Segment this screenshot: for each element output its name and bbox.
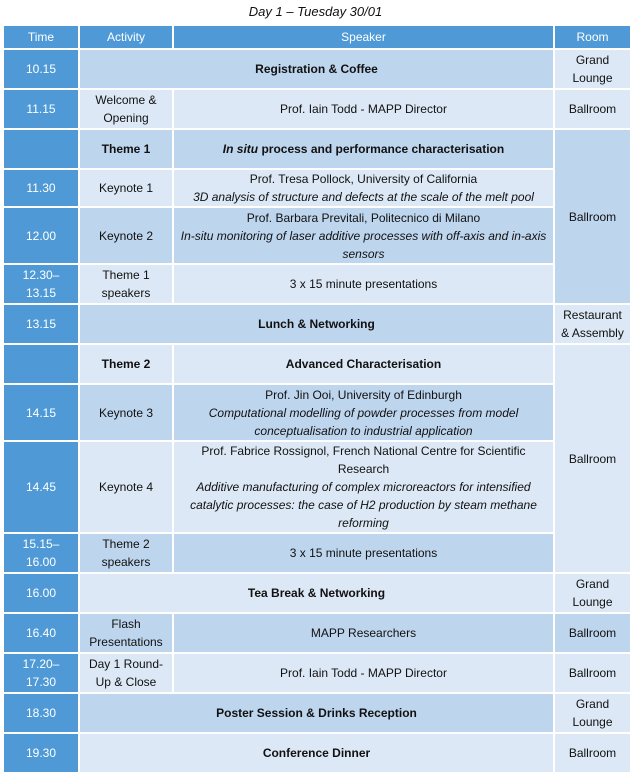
theme-row	[3, 129, 631, 169]
time-cell: 16.40	[3, 613, 79, 653]
room-cell: Ballroom	[554, 129, 631, 304]
speaker-name: Prof. Fabrice Rossignol, French National Centre for Scientific Research	[201, 444, 526, 476]
table-row	[3, 733, 631, 773]
table-row	[3, 573, 631, 613]
talk-title: 3D analysis of structure and defects at the scale of the melt pool	[193, 190, 534, 204]
table-row	[3, 693, 631, 733]
theme-label: Theme 1	[79, 129, 173, 169]
activity-cell: Flash Presentations	[79, 613, 173, 653]
speaker-cell: Prof. Iain Todd - MAPP Director	[173, 653, 554, 693]
room-cell: Ballroom	[554, 89, 631, 129]
speaker-cell	[173, 207, 554, 264]
time-cell: 16.00	[3, 573, 79, 613]
time-cell	[3, 129, 79, 169]
activity-cell: Keynote 2	[79, 207, 173, 264]
time-cell: 12.30–13.15	[3, 264, 79, 304]
speaker-cell	[173, 384, 554, 441]
room-cell: Restaurant & Assembly	[554, 304, 631, 344]
room-cell: Ballroom	[554, 344, 631, 573]
table-row	[3, 264, 631, 304]
theme-title-rest: process and performance characterisation	[258, 142, 505, 156]
time-cell: 11.30	[3, 169, 79, 207]
speaker-name: Prof. Barbara Previtali, Politecnico di Milano	[246, 210, 481, 225]
table-row	[3, 533, 631, 573]
theme-label: Theme 2	[79, 344, 173, 384]
table-row	[3, 384, 631, 441]
time-cell: 15.15–16.00	[3, 533, 79, 573]
talk-title: Computational modelling of powder processes from model conceptualisation to industrial application	[208, 405, 519, 438]
schedule-table	[2, 24, 631, 774]
time-cell: 17.20–17.30	[3, 653, 79, 693]
schedule-title: Day 1 – Tuesday 30/01	[248, 4, 383, 19]
activity-cell: Keynote 1	[79, 169, 173, 207]
speaker-cell: 3 x 15 minute presentations	[173, 533, 554, 573]
room-cell: Grand Lounge	[554, 49, 631, 89]
event-cell: Poster Session & Drinks Reception	[79, 693, 554, 733]
theme-title	[173, 129, 554, 169]
room-cell: Ballroom	[554, 613, 631, 653]
time-cell: 18.30	[3, 693, 79, 733]
activity-cell: Day 1 Round-Up & Close	[79, 653, 173, 693]
header-row	[3, 25, 631, 49]
theme-row	[3, 344, 631, 384]
activity-cell: Theme 2 speakers	[79, 533, 173, 573]
header-time: Time	[3, 25, 79, 49]
talk-title: In-situ monitoring of laser additive processes with off-axis and in-axis sensors	[180, 228, 547, 261]
table-row	[3, 653, 631, 693]
speaker-name: Prof. Jin Ooi, University of Edinburgh	[265, 387, 462, 402]
table-row	[3, 169, 631, 207]
table-row	[3, 207, 631, 264]
event-cell: Conference Dinner	[79, 733, 554, 773]
table-row	[3, 441, 631, 533]
time-cell: 14.45	[3, 441, 79, 533]
time-cell: 10.15	[3, 49, 79, 89]
time-cell: 13.15	[3, 304, 79, 344]
event-cell: Lunch & Networking	[79, 304, 554, 344]
speaker-cell: 3 x 15 minute presentations	[173, 264, 554, 304]
talk-title: Additive manufacturing of complex microreactors for intensified catalytic processes: the case of H2 production by steam methane reforming	[190, 480, 537, 530]
event-cell: Tea Break & Networking	[79, 573, 554, 613]
table-row	[3, 613, 631, 653]
activity-cell: Welcome & Opening	[79, 89, 173, 129]
room-cell: Ballroom	[554, 733, 631, 773]
room-cell: Ballroom	[554, 653, 631, 693]
header-speaker: Speaker	[173, 25, 554, 49]
time-cell: 11.15	[3, 89, 79, 129]
table-row	[3, 49, 631, 89]
time-cell: 19.30	[3, 733, 79, 773]
activity-cell: Theme 1 speakers	[79, 264, 173, 304]
speaker-cell	[173, 169, 554, 207]
speaker-cell	[173, 441, 554, 533]
event-cell: Registration & Coffee	[79, 49, 554, 89]
table-row	[3, 304, 631, 344]
room-cell: Grand Lounge	[554, 573, 631, 613]
time-cell: 14.15	[3, 384, 79, 441]
header-room: Room	[554, 25, 631, 49]
table-row	[3, 89, 631, 129]
header-activity: Activity	[79, 25, 173, 49]
theme-title: Advanced Characterisation	[173, 344, 554, 384]
theme-title-italic: In situ	[222, 142, 259, 156]
speaker-cell: Prof. Iain Todd - MAPP Director	[173, 89, 554, 129]
room-cell: Grand Lounge	[554, 693, 631, 733]
time-cell	[3, 344, 79, 384]
speaker-cell: MAPP Researchers	[173, 613, 554, 653]
speaker-name: Prof. Tresa Pollock, University of California	[249, 172, 478, 186]
activity-cell: Keynote 3	[79, 384, 173, 441]
activity-cell: Keynote 4	[79, 441, 173, 533]
time-cell: 12.00	[3, 207, 79, 264]
